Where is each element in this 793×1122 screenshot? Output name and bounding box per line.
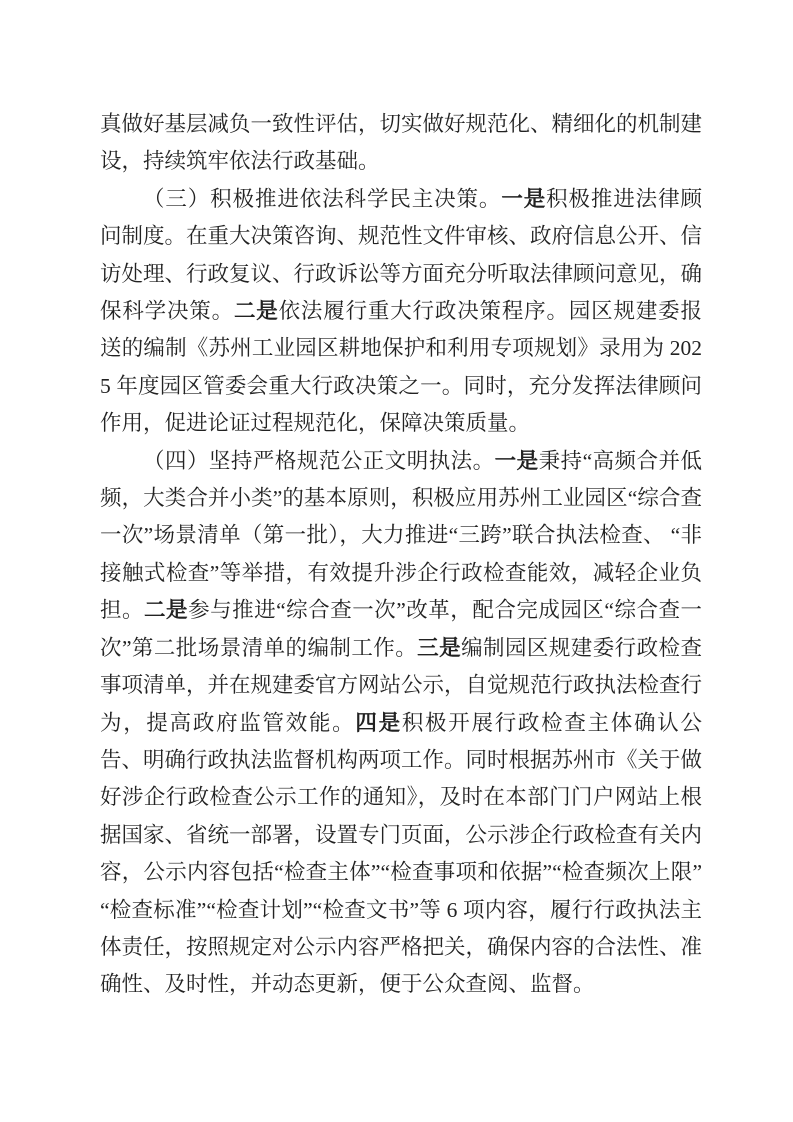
paragraph-section-3 [100, 181, 702, 443]
text-run: （三）积极推进依法科学民主决策。 [143, 186, 502, 211]
text-run: 参与推进“综合查一次”改革，配合完成园区“综合查一次”第二批场景清单的编制工作。 [100, 598, 702, 660]
text-run: 秉持“高频合并低频，大类合并小类”的基本原则，积极应用苏州工业园区“综合查一次”场景清单（第一批），大力推进“三跨”联合执法检查、 “非接触式检查”等举措，有效提升涉企行政检查能效，减轻企业负担。 [100, 448, 702, 623]
document-body [100, 106, 702, 1004]
emphasis-text-run: 三是 [417, 635, 462, 660]
text-run: 依法履行重大行政决策程序。园区规建委报送的编制《苏州工业园区耕地保护和利用专项规划》录用为 2025 年度园区管委会重大行政决策之一。同时，充分发挥法律顾问作用，促进论证过程规范化，保障决策质量。 [100, 299, 702, 436]
text-run: 积极开展行政检查主体确认公告、明确行政执法监督机构两项工作。同时根据苏州市《关于做好涉企行政检查公示工作的通知》，及时在本部门门户网站上根据国家、省统一部署，设置专门页面，公示涉企行政检查有关内容，公示内容包括“检查主体”“检查事项和依据”“检查频次上限”“检查标准”“检查计划”“检查文书”等 6 项内容，履行行政执法主体责任，按照规定对公示内容严格把关，确保内容的合法性、准确性、及时性，并动态更新，便于公众查阅、监督。 [100, 710, 703, 997]
text-run: （四）坚持严格规范公正文明执法。 [143, 448, 495, 473]
emphasis-text-run: 二是 [144, 598, 189, 623]
emphasis-text-run: 一是 [494, 448, 539, 473]
paragraph-continuation [100, 106, 702, 181]
emphasis-text-run: 一是 [501, 186, 547, 211]
text-run: 真做好基层减负一致性评估，切实做好规范化、精细化的机制建设，持续筑牢依法行政基础。 [100, 112, 703, 174]
emphasis-text-run: 四是 [355, 710, 402, 735]
text-run: 编制园区规建委行政检查事项清单，并在规建委官方网站公示，自觉规范行政执法检查行为，提高政府监管效能。 [100, 635, 703, 735]
text-run: 积极推进法律顾问制度。在重大决策咨询、规范性文件审核、政府信息公开、信访处理、行政复议、行政诉讼等方面充分听取法律顾问意见，确保科学决策。 [100, 186, 703, 324]
emphasis-text-run: 二是 [233, 299, 279, 324]
paragraph-section-4 [100, 443, 702, 1004]
